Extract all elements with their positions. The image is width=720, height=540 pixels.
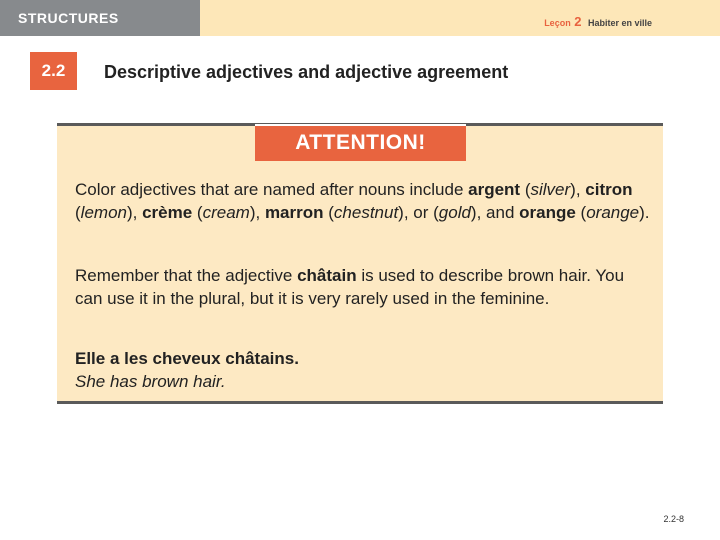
example-block (75, 347, 653, 393)
lesson-number: 2 (574, 14, 582, 29)
attention-tag: ATTENTION! (255, 124, 466, 161)
text-run: citron (585, 180, 633, 199)
text-run: Remember that the adjective (75, 266, 298, 285)
section-number-badge: 2.2 (30, 52, 77, 90)
text-run: is used to describe brown hair. You can use it in the plural, but it is very rarely used in the feminine. (75, 266, 625, 308)
text-run: ), (126, 203, 143, 222)
chatain-paragraph (75, 264, 653, 310)
text-run: châtain (297, 266, 357, 285)
text-run: crème (142, 203, 193, 222)
text-run: ), (249, 203, 265, 222)
section-label: STRUCTURES (18, 10, 119, 26)
example-french: Elle a les cheveux châtains. (75, 349, 299, 368)
text-run: ( (192, 203, 203, 222)
text-run: ( (75, 203, 81, 222)
text-run: silver (530, 180, 571, 199)
text-run: lemon (80, 203, 127, 222)
header-section-bar (0, 0, 200, 36)
text-run: orange (586, 203, 640, 222)
text-run: ), or ( (398, 203, 439, 222)
header-lesson-bar (200, 0, 720, 36)
page-number: 2.2-8 (663, 514, 684, 524)
example-english: She has brown hair. (75, 372, 226, 391)
text-run: cream (202, 203, 250, 222)
color-adjectives-paragraph (75, 178, 653, 224)
text-run: ( (323, 203, 334, 222)
text-run: ), (570, 180, 586, 199)
section-title: Descriptive adjectives and adjective agreement (104, 62, 509, 82)
text-run: orange (519, 203, 576, 222)
text-run: ). (639, 203, 650, 222)
lesson-indicator (544, 14, 652, 29)
text-run: ( (520, 180, 531, 199)
lesson-word: Leçon (544, 18, 571, 28)
lesson-title: Habiter en ville (587, 18, 652, 28)
text-run: ( (575, 203, 587, 222)
text-run: argent (468, 180, 521, 199)
text-run: chestnut (333, 203, 399, 222)
text-run: ), and (470, 203, 520, 222)
text-run: Color adjectives that are named after nouns include (75, 180, 469, 199)
text-run: marron (264, 203, 324, 222)
text-run: gold (438, 203, 471, 222)
